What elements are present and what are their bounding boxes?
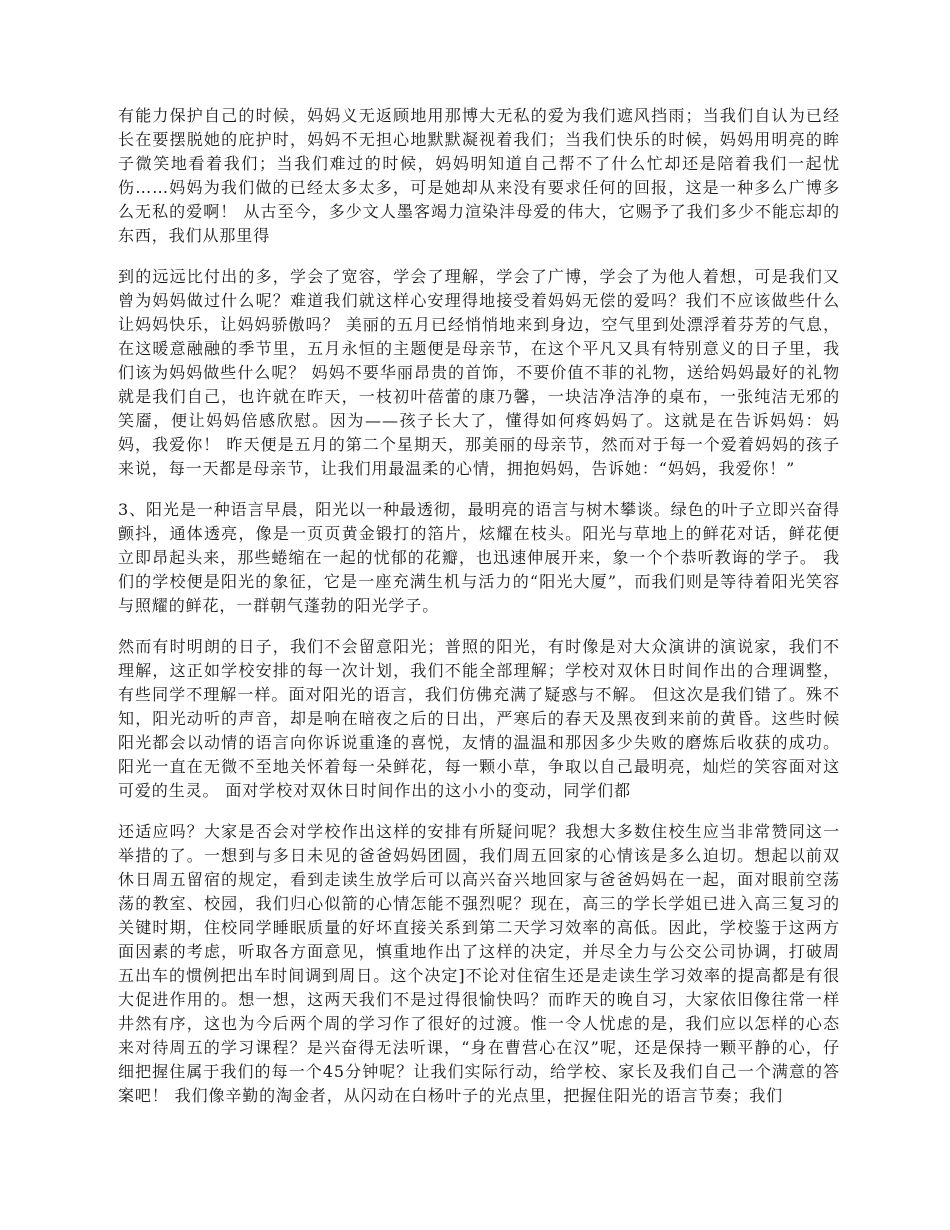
document-page xyxy=(118,104,840,1125)
paragraph-1: 有能力保护自己的时候，妈妈义无返顾地用那博大无私的爱为我们遮风挡雨；当我们自认为已经长在要摆脱她的庇护时，妈妈不无担心地默默凝视着我们；当我们快乐的时候，妈妈用明亮的眸子微笑地看着我们；当我们难过的时候，妈妈明知道自己帮不了什么忙却还是陪着我们一起忧伤……妈妈为我们做的已经太多太多，可是她却从来没有要求任何的回报，这是一种多么广博多么无私的爱啊！ 从古至今，多少文人墨客竭力渲染沣母爱的伟大，它赐予了我们多少不能忘却的东西，我们从那里得 xyxy=(118,106,840,245)
paragraph-4: 然而有时明朗的日子，我们不会留意阳光；普照的阳光，有时像是对大众演讲的演说家，我们不理解，这正如学校安排的每一次计划，我们不能全部理解；学校对双休日时间作出的合理调整，有些同学不理解一样。面对阳光的语言，我们仿佛充满了疑惑与不解。 但这次是我们错了。殊不知，阳光动听的声音，却是响在暗夜之后的日出，严寒后的春天及黑夜到来前的黄昏。这些时候阳光都会以动情的语言向你诉说重逢的喜悦，友情的温温和那因多少失败的磨炼后收获的成功。阳光一直在无微不至地关怀着每一朵鲜花，每一颗小草，争取以自己最明亮，灿烂的笑容面对这可爱的生灵。 面对学校对双休日时间作出的这小小的变动，同学们都 xyxy=(118,637,840,800)
paragraph-5: 还适应吗？大家是否会对学校作出这样的安排有所疑问呢？我想大多数住校生应当非常赞同这一举措的了。一想到与多日未见的爸爸妈妈团圆，我们周五回家的心情该是多么迫切。想起以前双休日周五留宿的规定，看到走读生放学后可以高兴奋兴地回家与爸爸妈妈在一起，面对眼前空荡荡的教室、校园，我们归心似箭的心情怎能不强烈呢？现在，高三的学长学姐已进入高三复习的关键时期，住校同学睡眠质量的好坏直接关系到第二天学习效率的高低。因此，学校鉴于这两方面因素的考虑，听取各方面意见，慎重地作出了这样的决定，并尽全力与公交公司协调，打破周五出车的惯例把出车时间调到周日。这个决定]不论对住宿生还是走读生学习效率的提高都是有很大促进作用的。想一想，这两天我们不是过得很愉快吗？而昨天的晚自习，大家依旧像往常一样井然有序，这也为今后两个周的学习作了很好的过渡。惟一令人忧虑的是，我们应以怎样的心态来对待周五的学习课程？是兴奋得无法听课，“身在曹营心在汉”呢，还是保持一颗平静的心，仔细把握住属于我们的每一个45分钟呢？让我们实际行动，给学校、家长及我们自己一个满意的答案吧！ 我们像辛勤的淘金者，从闪动在白杨叶子的光点里，把握住阳光的语言节奏；我们 xyxy=(118,822,840,1105)
paragraph-2: 到的远远比付出的多，学会了宽容，学会了理解，学会了广博，学会了为他人着想，可是我们又曾为妈妈做过什么呢？难道我们就这样心安理得地接受着妈妈无偿的爱吗？我们不应该做些什么让妈妈快乐，让妈妈骄傲吗？ 美丽的五月已经悄悄地来到身边，空气里到处漂浮着芬芳的气息，在这暖意融融的季节里，五月永恒的主题便是母亲节，在这个平凡又具有特别意义的日子里，我们该为妈妈做些什么呢？ 妈妈不要华丽昂贵的首饰，不要价值不菲的礼物，送给妈妈最好的礼物就是我们自己，也许就在昨天，一枝初叶蓓蕾的康乃馨，一块洁净洁净的桌布，一张纯洁无邪的笑靥，便让妈妈倍感欣慰。因为——孩子长大了，懂得如何疼妈妈了。这就是在告诉妈妈：妈妈，我爱你！ 昨天便是五月的第二个星期天，那美丽的母亲节，然而对于每一个爱着妈妈的孩子来说，每一天都是母亲节，让我们用最温柔的心情，拥抱妈妈，告诉她：“妈妈，我爱你！” xyxy=(118,267,840,478)
paragraph-3: 3、阳光是一种语言早晨，阳光以一种最透彻，最明亮的语言与树木攀谈。绿色的叶子立即兴奋得颤抖，通体透亮，像是一页页黄金锻打的箔片，炫耀在枝头。阳光与草地上的鲜花对话，鲜花便立即昂起头来，那些蜷缩在一起的忧郁的花瓣，也迅速伸展开来，象一个个恭听教诲的学子。 我们的学校便是阳光的象征，它是一座充满生机与活力的“阳光大厦”，而我们则是等待着阳光笑容与照耀的鲜花，一群朝气蓬勃的阳光学子。 xyxy=(118,500,840,615)
